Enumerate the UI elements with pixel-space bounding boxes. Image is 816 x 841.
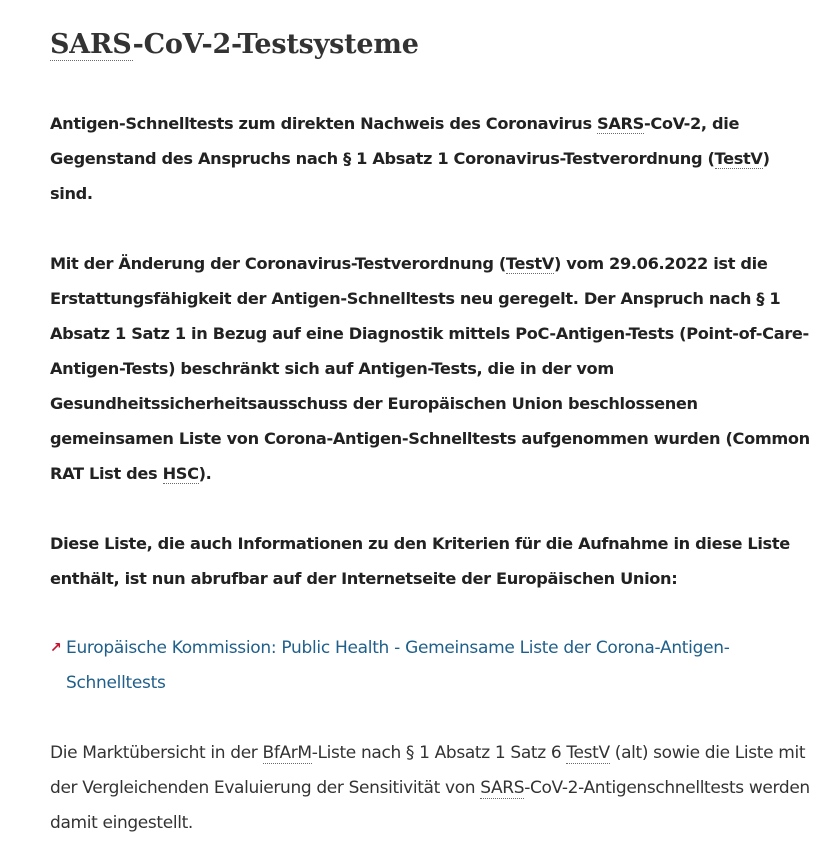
change-text-1: Mit der Änderung der Coronavirus-Testverordnung ( — [50, 254, 506, 273]
external-link-row — [50, 631, 810, 701]
intro-text-3: ) sind. — [50, 149, 770, 203]
market-text-1: Die Marktübersicht in der — [50, 743, 263, 763]
abbreviation-sars: SARS — [597, 114, 644, 133]
intro-text-2: -CoV-2, die Gegenstand des Anspruchs nach § 1 Absatz 1 Coronavirus-Testverordnung ( — [50, 114, 740, 168]
abbreviation-sars: SARS — [50, 29, 133, 60]
abbreviation-testv: TestV — [714, 149, 763, 168]
intro-paragraph — [50, 106, 810, 211]
market-text-2: -Liste nach § 1 Absatz 1 Satz 6 — [311, 743, 567, 763]
list-info-paragraph: Diese Liste, die auch Informationen zu den Kriterien für die Aufnahme in diese Liste enthält, ist nun abrufbar auf der Internetseite der Europäischen Union: — [50, 534, 790, 588]
abbreviation-hsc: HSC — [162, 464, 199, 483]
market-text-3: (alt) sowie die Liste mit der Vergleichenden Evaluierung der Sensitivität von — [50, 743, 806, 798]
intro-text-1: Antigen-Schnelltests zum direkten Nachweis des Coronavirus — [50, 114, 598, 133]
abbreviation-testv: TestV — [566, 743, 610, 763]
change-text-3: ). — [198, 464, 212, 483]
change-paragraph — [50, 246, 810, 491]
market-paragraph — [50, 736, 810, 841]
change-text-2: ) vom 29.06.2022 ist die Erstattungsfähigkeit der Antigen-Schnelltests neu geregelt. Der Anspruch nach § 1 Absatz 1 Satz 1 in Bezug auf eine Diagnostik mittels PoC-Antigen-Tests (Point-of-Care-Antigen-Tests) beschränkt sich auf Antigen-Tests, die in der vom Gesundheitssicherheitsausschuss der Europäischen Union beschlossenen gemeinsamen Liste von Corona-Antigen-Schnelltests aufgenommen wurden (Common RAT List des — [50, 254, 810, 483]
external-link-arrow-icon: ↗ — [50, 640, 62, 656]
abbreviation-bfarm: BfArM — [262, 743, 312, 763]
eu-commission-rat-list-link[interactable]: Europäische Kommission: Public Health - Gemeinsame Liste der Corona-Antigen-Schnelltests — [66, 638, 730, 693]
page-title — [50, 0, 816, 62]
market-text-4: -CoV-2-Antigenschnelltests werden damit eingestellt. — [50, 778, 810, 833]
page-title-text: -CoV-2-Testsysteme — [132, 29, 419, 60]
abbreviation-testv: TestV — [505, 254, 554, 273]
abbreviation-sars: SARS — [480, 778, 525, 798]
